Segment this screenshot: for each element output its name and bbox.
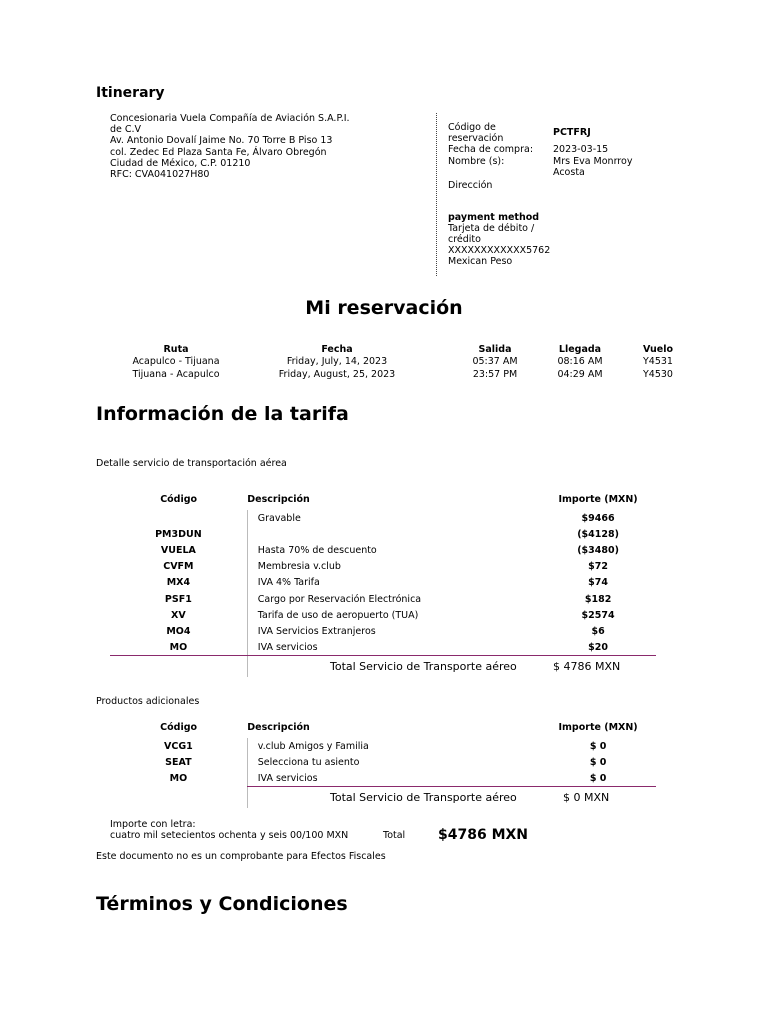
arrival-header: Llegada [558,343,602,355]
route-cell: Acapulco - Tijuana [132,356,220,368]
table-row [128,368,696,381]
company-line: de C.V [110,124,142,136]
flight-header: Vuelo [642,343,673,355]
productos-label: Productos adicionales [96,696,200,707]
terminos-title: Términos y Condiciones [96,893,348,915]
purchase-date: 2023-03-15 [553,144,609,156]
fare-code: MX4 [166,577,191,589]
date-cell: Friday, August, 25, 2023 [278,368,396,380]
fare-amount: $72 [588,561,608,573]
fare-amount: ($3480) [577,544,619,556]
fare-amount: ($4128) [577,528,619,540]
description-header: Descripción [247,721,310,733]
fare-code: XV [171,609,186,621]
flight-cell: Y4530 [643,368,673,380]
departure-cell: 23:57 PM [472,368,518,380]
table-row [110,607,656,623]
fare-total-line [247,656,248,677]
route-cell: Tijuana - Acapulco [132,368,220,380]
detalle-label: Detalle servicio de transportación aérea [96,458,287,469]
date-header: Fecha [321,343,353,355]
passenger-name: Mrs Eva Monrroy [553,155,633,167]
fare-code: PM3DUN [155,528,202,540]
company-address [110,113,380,180]
table-row [110,510,656,526]
fare-total-label: Total Servicio de Transporte aéreo [330,660,517,673]
extras-total-value: $ 0 MXN [563,791,610,804]
payment-line: crédito [448,234,481,245]
company-line: col. Zedec Ed Plaza Santa Fe, Álvaro Obregón [110,146,327,158]
tarifa-title: Información de la tarifa [96,403,349,425]
importe-total-value: $4786 MXN [438,827,529,843]
payment-title: payment method [448,212,540,223]
amount-header: Importe (MXN) [558,493,638,505]
address-label: Dirección [448,180,493,192]
extra-code: SEAT [165,756,192,768]
fare-description: IVA 4% Tarifa [247,575,540,591]
disclaimer: Este documento no es un comprobante para Efectos Fiscales [96,851,386,862]
extra-code: VCG1 [164,740,193,752]
itinerary-title: Itinerary [96,85,165,101]
extra-code: MO [169,772,188,784]
fare-divider [110,655,656,656]
extras-total-label: Total Servicio de Transporte aéreo [330,791,517,804]
table-row [110,526,656,542]
fare-description: Cargo por Reservación Electrónica [247,591,540,607]
table-row [110,754,656,770]
fare-amount: $6 [591,625,605,637]
name-label: Nombre (s): [448,155,505,167]
mi-reservacion-title: Mi reservación [305,297,463,319]
fare-code: CVFM [163,561,194,573]
code-header: Código [160,493,198,505]
extra-description: IVA servicios [247,770,540,786]
departure-header: Salida [478,343,512,355]
card-number: XXXXXXXXXXXX5762 [448,245,551,256]
importe-total-label: Total [383,830,406,841]
date-cell: Friday, July, 14, 2023 [286,356,388,368]
fare-table [110,488,656,656]
extras-divider [247,786,656,787]
code-label: reservación [448,133,504,145]
company-line: Concesionaria Vuela Compañía de Aviación S.A.P.I. [110,113,350,124]
table-row [128,356,696,369]
fare-amount: $9466 [581,512,615,524]
table-row [110,591,656,607]
currency: Mexican Peso [448,256,513,267]
arrival-cell: 04:29 AM [557,368,603,380]
fare-amount: $74 [588,577,608,589]
fare-code [110,510,247,526]
flight-cell: Y4531 [643,356,673,368]
fare-code: PSF1 [164,593,192,605]
extra-amount: $ 0 [589,772,607,784]
payment-method [448,212,568,267]
table-row [110,640,656,656]
fare-amount: $2574 [581,609,615,621]
table-row [110,770,656,786]
departure-cell: 05:37 AM [472,356,518,368]
fare-description: IVA servicios [247,640,540,656]
dotted-separator [436,113,437,276]
fare-total-value: $ 4786 MXN [553,660,621,673]
fare-description: Tarifa de uso de aeropuerto (TUA) [247,607,540,623]
fare-description: Hasta 70% de descuento [247,542,540,558]
fare-amount: $20 [588,642,608,654]
importe-label: Importe con letra: [110,819,196,830]
table-row [110,623,656,639]
table-row [110,575,656,591]
fare-amount: $182 [584,593,612,605]
extras-total-line [247,787,248,808]
code-header: Código [160,721,198,733]
purchase-date-label: Fecha de compra: [448,144,534,156]
route-table [128,343,696,381]
fare-description: IVA Servicios Extranjeros [247,623,540,639]
importe-text: cuatro mil setecientos ochenta y seis 00/100 MXN [110,830,349,841]
passenger-name: Acosta [553,166,585,178]
payment-line: Tarjeta de débito / [448,223,535,234]
reservation-code: PCTFRJ [553,127,591,138]
extra-description: Selecciona tu asiento [247,754,540,770]
extras-table [110,716,656,787]
route-header: Ruta [163,343,189,355]
extra-amount: $ 0 [589,756,607,768]
fare-code: MO4 [166,625,191,637]
extra-amount: $ 0 [589,740,607,752]
table-row [110,738,656,754]
reservation-info [448,122,663,191]
code-label: Código de [448,122,496,133]
fare-description [247,526,540,542]
arrival-cell: 08:16 AM [557,356,603,368]
company-line: Ciudad de México, C.P. 01210 [110,157,251,169]
fare-code: MO [169,642,188,654]
table-row [110,542,656,558]
fare-code: VUELA [160,544,196,556]
table-row [110,559,656,575]
company-line: Av. Antonio Dovalí Jaime No. 70 Torre B Piso 13 [110,135,333,147]
fare-description: Membresia v.club [247,559,540,575]
amount-header: Importe (MXN) [558,721,638,733]
description-header: Descripción [247,493,310,505]
company-rfc: RFC: CVA041027H80 [110,169,210,181]
fare-description: Gravable [247,510,540,526]
extra-description: v.club Amigos y Familia [247,738,540,754]
